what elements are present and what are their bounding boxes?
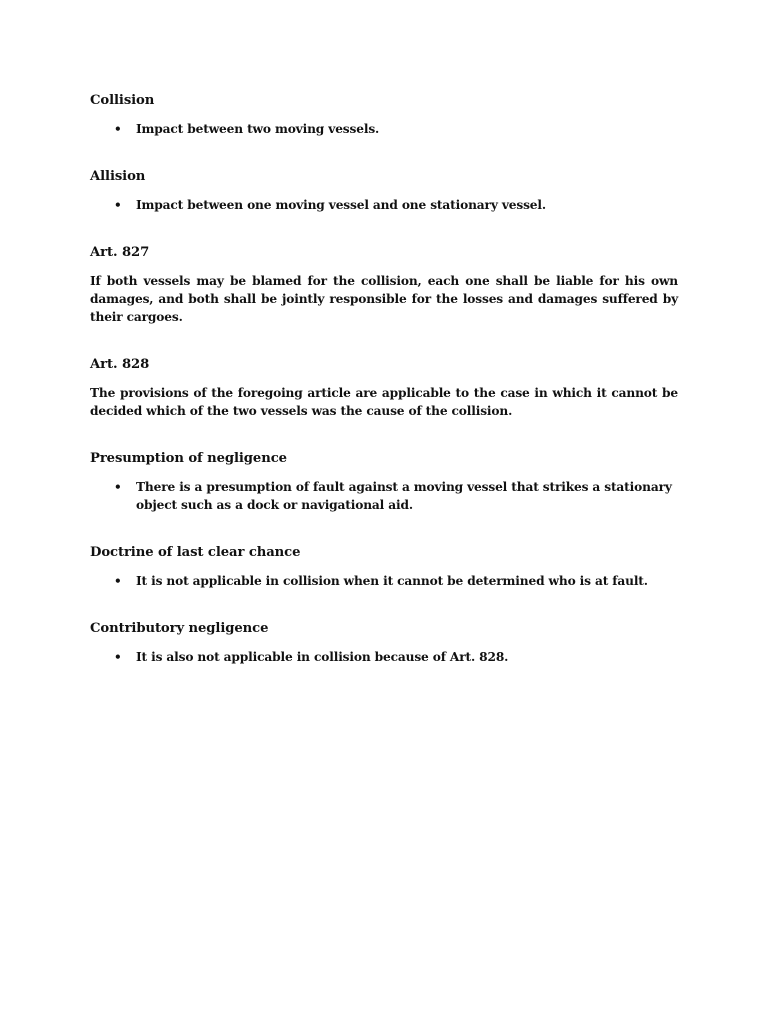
bullet-icon: • (114, 122, 122, 136)
bullet-text: There is a presumption of fault against a moving vessel that strikes a stationary object such as a dock or navigational aid. (136, 480, 672, 512)
section-heading: Presumption of negligence (90, 451, 287, 466)
bullet-item (90, 572, 678, 590)
bullet-list (90, 572, 678, 590)
section-contributory-negligence (90, 620, 678, 666)
section-allision (90, 168, 678, 244)
bullet-text: It is not applicable in collision when it cannot be determined who is at fault. (136, 574, 648, 588)
section-heading: Contributory negligence (90, 621, 269, 636)
bullet-item (90, 648, 678, 666)
article-paragraph: If both vessels may be blamed for the collision, each one shall be liable for his own damages, and both shall be jointly responsible for the losses and damages suffered by their cargoes. (90, 274, 678, 324)
section-presumption-of-negligence (90, 450, 678, 544)
bullet-text: Impact between one moving vessel and one stationary vessel. (136, 198, 546, 212)
section-collision (90, 92, 678, 168)
section-art-827 (90, 244, 678, 356)
bullet-item (90, 196, 678, 214)
section-heading: Art. 827 (90, 245, 150, 260)
section-doctrine-of-last-clear-chance (90, 544, 678, 620)
bullet-list (90, 648, 678, 666)
bullet-text: It is also not applicable in collision because of Art. 828. (136, 650, 509, 664)
bullet-icon: • (114, 480, 122, 494)
document-page (90, 92, 678, 666)
bullet-icon: • (114, 198, 122, 212)
section-heading: Art. 828 (90, 357, 150, 372)
bullet-list (90, 120, 678, 138)
section-heading: Doctrine of last clear chance (90, 545, 301, 560)
section-art-828 (90, 356, 678, 450)
bullet-icon: • (114, 650, 122, 664)
bullet-item (90, 120, 678, 138)
bullet-text: Impact between two moving vessels. (136, 122, 380, 136)
bullet-list (90, 478, 678, 514)
section-heading: Allision (90, 169, 146, 184)
bullet-item (90, 478, 678, 514)
section-heading: Collision (90, 93, 155, 108)
article-paragraph: The provisions of the foregoing article are applicable to the case in which it cannot be decided which of the two vessels was the cause of the collision. (90, 386, 678, 418)
bullet-list (90, 196, 678, 214)
bullet-icon: • (114, 574, 122, 588)
